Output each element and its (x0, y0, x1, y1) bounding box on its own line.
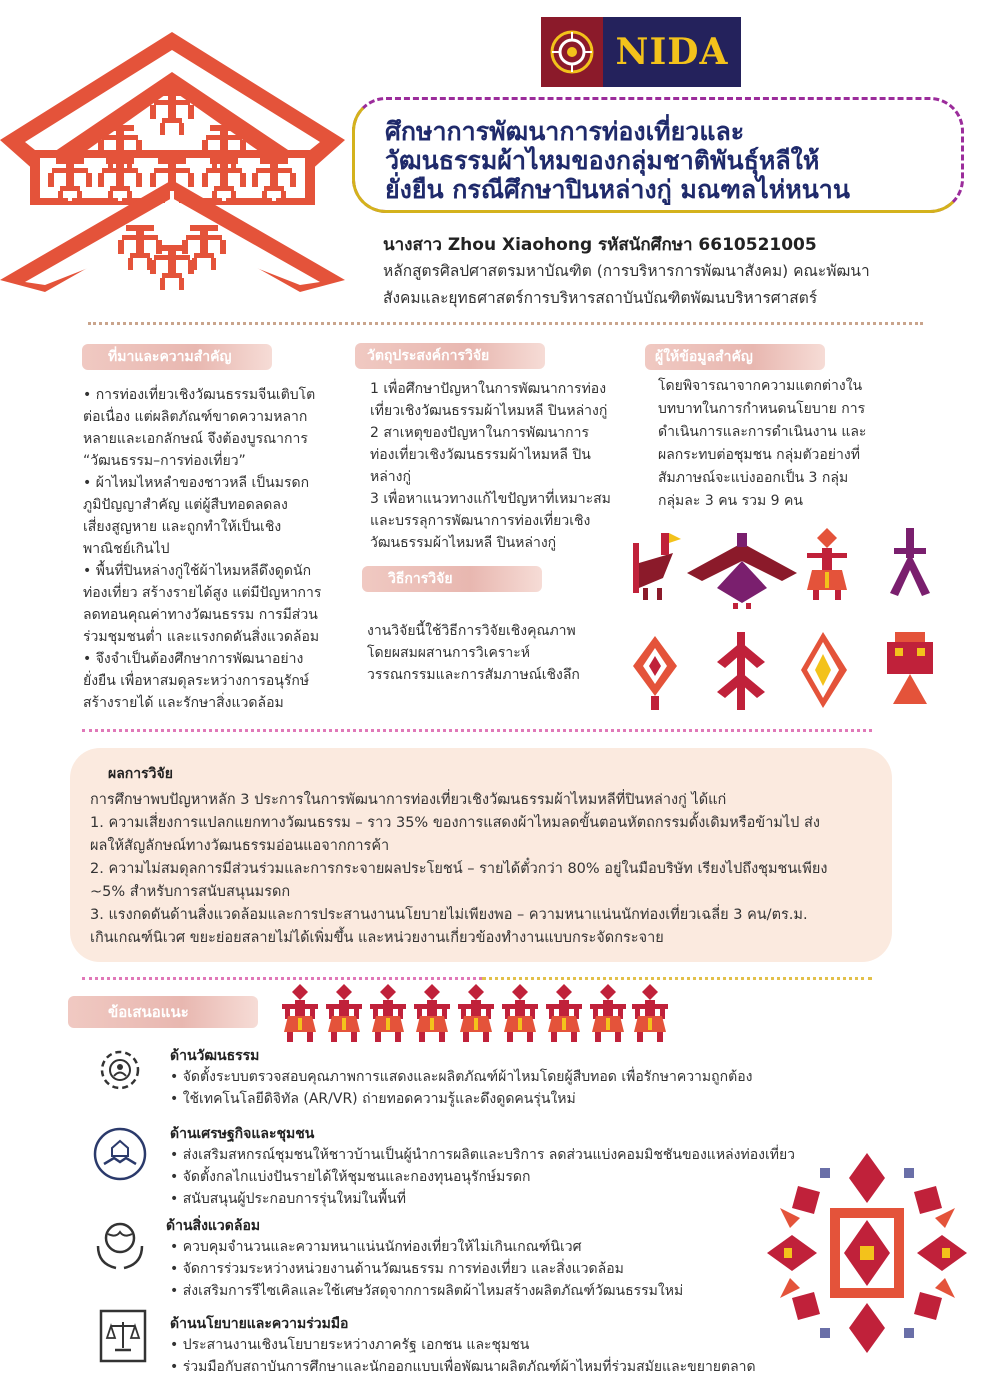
rec-item: • ส่งเสริมการรีไซเคิลและใช้เศษวัสดุจากการผลิตผ้าไหมสร้างผลิตภัณฑ์วัฒนธรรมใหม่ (170, 1280, 683, 1302)
results-line: เกินเกณฑ์นิเวศ ขยะย่อยสลายไม่ได้เพิ่มขึ้น และหน่วยงานเกี่ยวข้องทำงานแบบกระจัดกระจาย (90, 930, 664, 946)
background-line: • ผ้าไหมไหหลำของชาวหลี เป็นมรดก (83, 475, 310, 491)
results-line: 2. ความไม่สมดุลการมีส่วนร่วมและการกระจายผลประโยชน์ – รายได้ตั๋วกว่า 80% อยู่ในมือบริษัท เรียงไปถึงชุมชนเพียง (90, 861, 828, 877)
informants-line: โดยพิจารณาจากความแตกต่างใน (658, 378, 863, 394)
rec-item: • จัดตั้งระบบตรวจสอบคุณภาพการแสดงและผลิตภัณฑ์ผ้าไหมโดยผู้สืบทอด เพื่อรักษาความถูกต้อง (170, 1066, 752, 1088)
background-line: • จึงจำเป็นต้องศึกษาการพัฒนาอย่าง (83, 651, 304, 667)
globe-hands-icon (92, 1216, 148, 1272)
background-line: • พื้นที่ปินหล่างกู่ใช้ผ้าไหมหลีดึงดูดนัก (83, 563, 312, 579)
divider-middle (82, 729, 872, 732)
background-line: • การท่องเที่ยวเชิงวัฒนธรรมจีนเติบโต (83, 387, 316, 403)
results-line: การศึกษาพบปัญหาหลัก 3 ประการในการพัฒนาการท่องเที่ยวเชิงวัฒนธรรมผ้าไหมหลีที่ปินหล่างกู่ ได้แก่ (90, 792, 727, 808)
background-tag: ที่มาและความสำคัญ (82, 344, 272, 370)
figure-motif-row (282, 984, 672, 1044)
informants-text (658, 375, 928, 513)
results-line: 3. แรงกดดันด้านสิ่งแวดล้อมและการประสานงานนโยบายไม่เพียงพอ – ความหนาแน่นนักท่องเที่ยวเฉลี่ย 3 คน/ตร.ม. (90, 907, 808, 923)
title-line-1: ศึกษาการพัฒนาการท่องเที่ยวและ (385, 117, 745, 146)
author-line: นางสาว Zhou Xiaohong รหัสนักศึกษา 6610521005 (383, 235, 817, 255)
informants-tag: ผู้ให้ข้อมูลสำคัญ (645, 344, 825, 370)
page-title (385, 117, 960, 204)
objectives-tag: วัตถุประสงค์การวิจัย (355, 343, 545, 369)
rec-list-economy (170, 1144, 795, 1210)
human-figure-motif-icon (807, 528, 847, 600)
background-line: สร้างรายได้ และรักษาสิ่งแวดล้อม (83, 695, 284, 711)
results-title: ผลการวิจัย (108, 766, 173, 782)
recommendations-tag: ข้อเสนอแนะ (68, 996, 258, 1028)
informants-line: สัมภาษณ์จะแบ่งออกเป็น 3 กลุ่ม (658, 470, 849, 486)
bird-motif-icon (633, 533, 681, 600)
background-line: พาณิชย์เกินไป (83, 541, 170, 557)
nida-logo-text: NIDA (615, 31, 729, 73)
informants-line: ผลกระทบต่อชุมชน กลุ่มตัวอย่างที่ (658, 447, 860, 463)
rec-heading-environment: ด้านสิ่งแวดล้อม (166, 1218, 261, 1234)
circular-brocade-motif (760, 1148, 975, 1358)
background-line: ลดทอนคุณค่าทางวัฒนธรรม การมีส่วน (83, 607, 318, 623)
rec-list-environment (170, 1236, 683, 1302)
methods-line: โดยผสมผสานการวิเคราะห์ (367, 645, 530, 661)
rec-list-culture (170, 1066, 752, 1110)
methods-line: วรรณกรรมและการสัมภาษณ์เชิงลึก (367, 667, 580, 683)
nida-logo (541, 17, 741, 87)
background-line: ยั่งยืน เพื่อหาสมดุลระหว่างการอนุรักษ์ (83, 673, 310, 689)
objectives-text (370, 378, 630, 554)
scales-document-icon (95, 1308, 151, 1364)
rec-item: • จัดตั้งกลไกแบ่งปันรายได้ให้ชุมชนและกองทุนอนุรักษ์มรดก (170, 1166, 795, 1188)
rec-item: • ควบคุมจำนวนและความหนาแน่นนักท่องเที่ยวให้ไม่เกินเกณฑ์นิเวศ (170, 1236, 683, 1258)
informants-line: บทบาทในการกำหนดนโยบาย การ (658, 401, 866, 417)
handshake-home-icon (92, 1126, 148, 1182)
results-line: ~5% สำหรับการสนับสนุนมรดก (90, 884, 291, 900)
objectives-line: วัฒนธรรมผ้าไหมหลี ปินหล่างกู่ (370, 535, 557, 551)
background-line: ท่องเที่ยว สร้างรายได้สูง แต่มีปัญหาการ (83, 585, 322, 601)
objectives-line: 2 สาเหตุของปัญหาในการพัฒนาการ (370, 425, 590, 441)
title-line-3: ยั่งยืน กรณีศึกษาปินหล่างกู่ มณฑลไห่หนาน (385, 175, 850, 204)
tribal-mask-motif-icon (887, 632, 933, 704)
rec-item: • จัดการร่วมระหว่างหน่วยงานด้านวัฒนธรรม การท่องเที่ยว และสิ่งแวดล้อม (170, 1258, 683, 1280)
objectives-line: หล่างกู่ (370, 469, 411, 485)
background-line: “วัฒนธรรม–การท่องเที่ยว” (83, 453, 246, 469)
objectives-line: 1 เพื่อศึกษาปัญหาในการพัฒนาการท่อง (370, 381, 607, 397)
results-text (90, 789, 875, 950)
objectives-line: ท่องเที่ยวเชิงวัฒนธรรมผ้าไหมหลี ปิน (370, 447, 591, 463)
divider-top (88, 322, 923, 325)
rec-item: • สนับสนุนผู้ประกอบการรุ่นใหม่ในพื้นที่ (170, 1188, 795, 1210)
objectives-line: เที่ยวเชิงวัฒนธรรมผ้าไหมหลี ปินหล่างกู่ (370, 403, 608, 419)
background-line: ภูมิปัญญาสำคัญ แต่ผู้สืบทอดลดลง (83, 497, 288, 513)
li-brocade-motif-large (0, 30, 345, 295)
methods-text (367, 620, 627, 686)
lozenge-motif-icon (801, 632, 847, 708)
li-motifs-grid (625, 528, 945, 718)
methods-tag: วิธีการวิจัย (362, 566, 542, 592)
rec-item: • ประสานงานเชิงนโยบายระหว่างภาครัฐ เอกชน และชุมชน (170, 1334, 756, 1356)
results-line: 1. ความเสี่ยงการแปลกแยกทางวัฒนธรรม – ราว 35% ของการแสดงผ้าไหมลดขั้นตอนหัตถกรรมดั้งเดิมหรือข้ามไป ส่ง (90, 815, 820, 831)
program-line-2: สังคมและยุทธศาสตร์การบริหารสถาบันบัณฑิตพัฒนบริหารศาสตร์ (383, 289, 818, 307)
rec-item: • ใช้เทคโนโลยีดิจิทัล (AR/VR) ถ่ายทอดความรู้และดึงดูดคนรุ่นใหม่ (170, 1088, 752, 1110)
rec-heading-culture: ด้านวัฒนธรรม (170, 1048, 260, 1064)
program-line-1: หลักสูตรศิลปศาสตรมหาบัณฑิต (การบริหารการพัฒนาสังคม) คณะพัฒนา (383, 262, 870, 280)
rec-heading-economy: ด้านเศรษฐกิจและชุมชน (170, 1126, 315, 1142)
diamond-motif-icon (633, 636, 677, 710)
informants-line: กลุ่มละ 3 คน รวม 9 คน (658, 493, 803, 509)
program-line (383, 258, 943, 312)
divider-bottom-gold (482, 977, 872, 980)
title-line-2: วัฒนธรรมผ้าไหมของกลุ่มชาติพันธุ์หลีให้ (385, 146, 820, 175)
nida-emblem-icon (541, 17, 603, 87)
rec-heading-policy: ด้านนโยบายและความร่วมมือ (170, 1316, 349, 1332)
background-line: หลายและเอกลักษณ์ จึงต้องบูรณาการ (83, 431, 308, 447)
background-line: ต่อเนื่อง แต่ผลิตภัณฑ์ขาดความหลาก (83, 409, 308, 425)
results-line: ผลให้สัญลักษณ์ทางวัฒนธรรมอ่อนแอจากการค้า (90, 838, 390, 854)
rec-item: • ส่งเสริมสหกรณ์ชุมชนให้ชาวบ้านเป็นผู้นำการผลิตและบริการ ลดส่วนแบ่งคอมมิชชันของแหล่งท่องเที่ยว (170, 1144, 795, 1166)
objectives-line: และบรรลุการพัฒนาการท่องเที่ยวเชิง (370, 513, 591, 529)
winged-figure-motif-icon (717, 632, 765, 710)
divider-bottom-pink (82, 977, 482, 980)
rec-list-policy (170, 1334, 756, 1378)
rec-item: • ร่วมมือกับสถาบันการศึกษาและนักออกแบบเพื่อพัฒนาผลิตภัณฑ์ผ้าไหมที่ร่วมสมัยและขยายตลาด (170, 1356, 756, 1378)
methods-line: งานวิจัยนี้ใช้วิธีการวิจัยเชิงคุณภาพ (367, 623, 576, 639)
eagle-motif-icon (687, 533, 797, 609)
purple-figure-motif-icon (890, 528, 930, 596)
background-line: เสี่ยงสูญหาย และถูกทำให้เป็นเชิง (83, 519, 282, 535)
background-text (83, 384, 353, 714)
objectives-line: 3 เพื่อหาแนวทางแก้ไขปัญหาที่เหมาะสม (370, 491, 611, 507)
gear-people-icon (92, 1042, 148, 1098)
informants-line: ดำเนินการและการดำเนินงาน และ (658, 424, 867, 440)
background-line: ร่วมชุมชนต่ำ และแรงกดดันสิ่งแวดล้อม (83, 629, 320, 645)
